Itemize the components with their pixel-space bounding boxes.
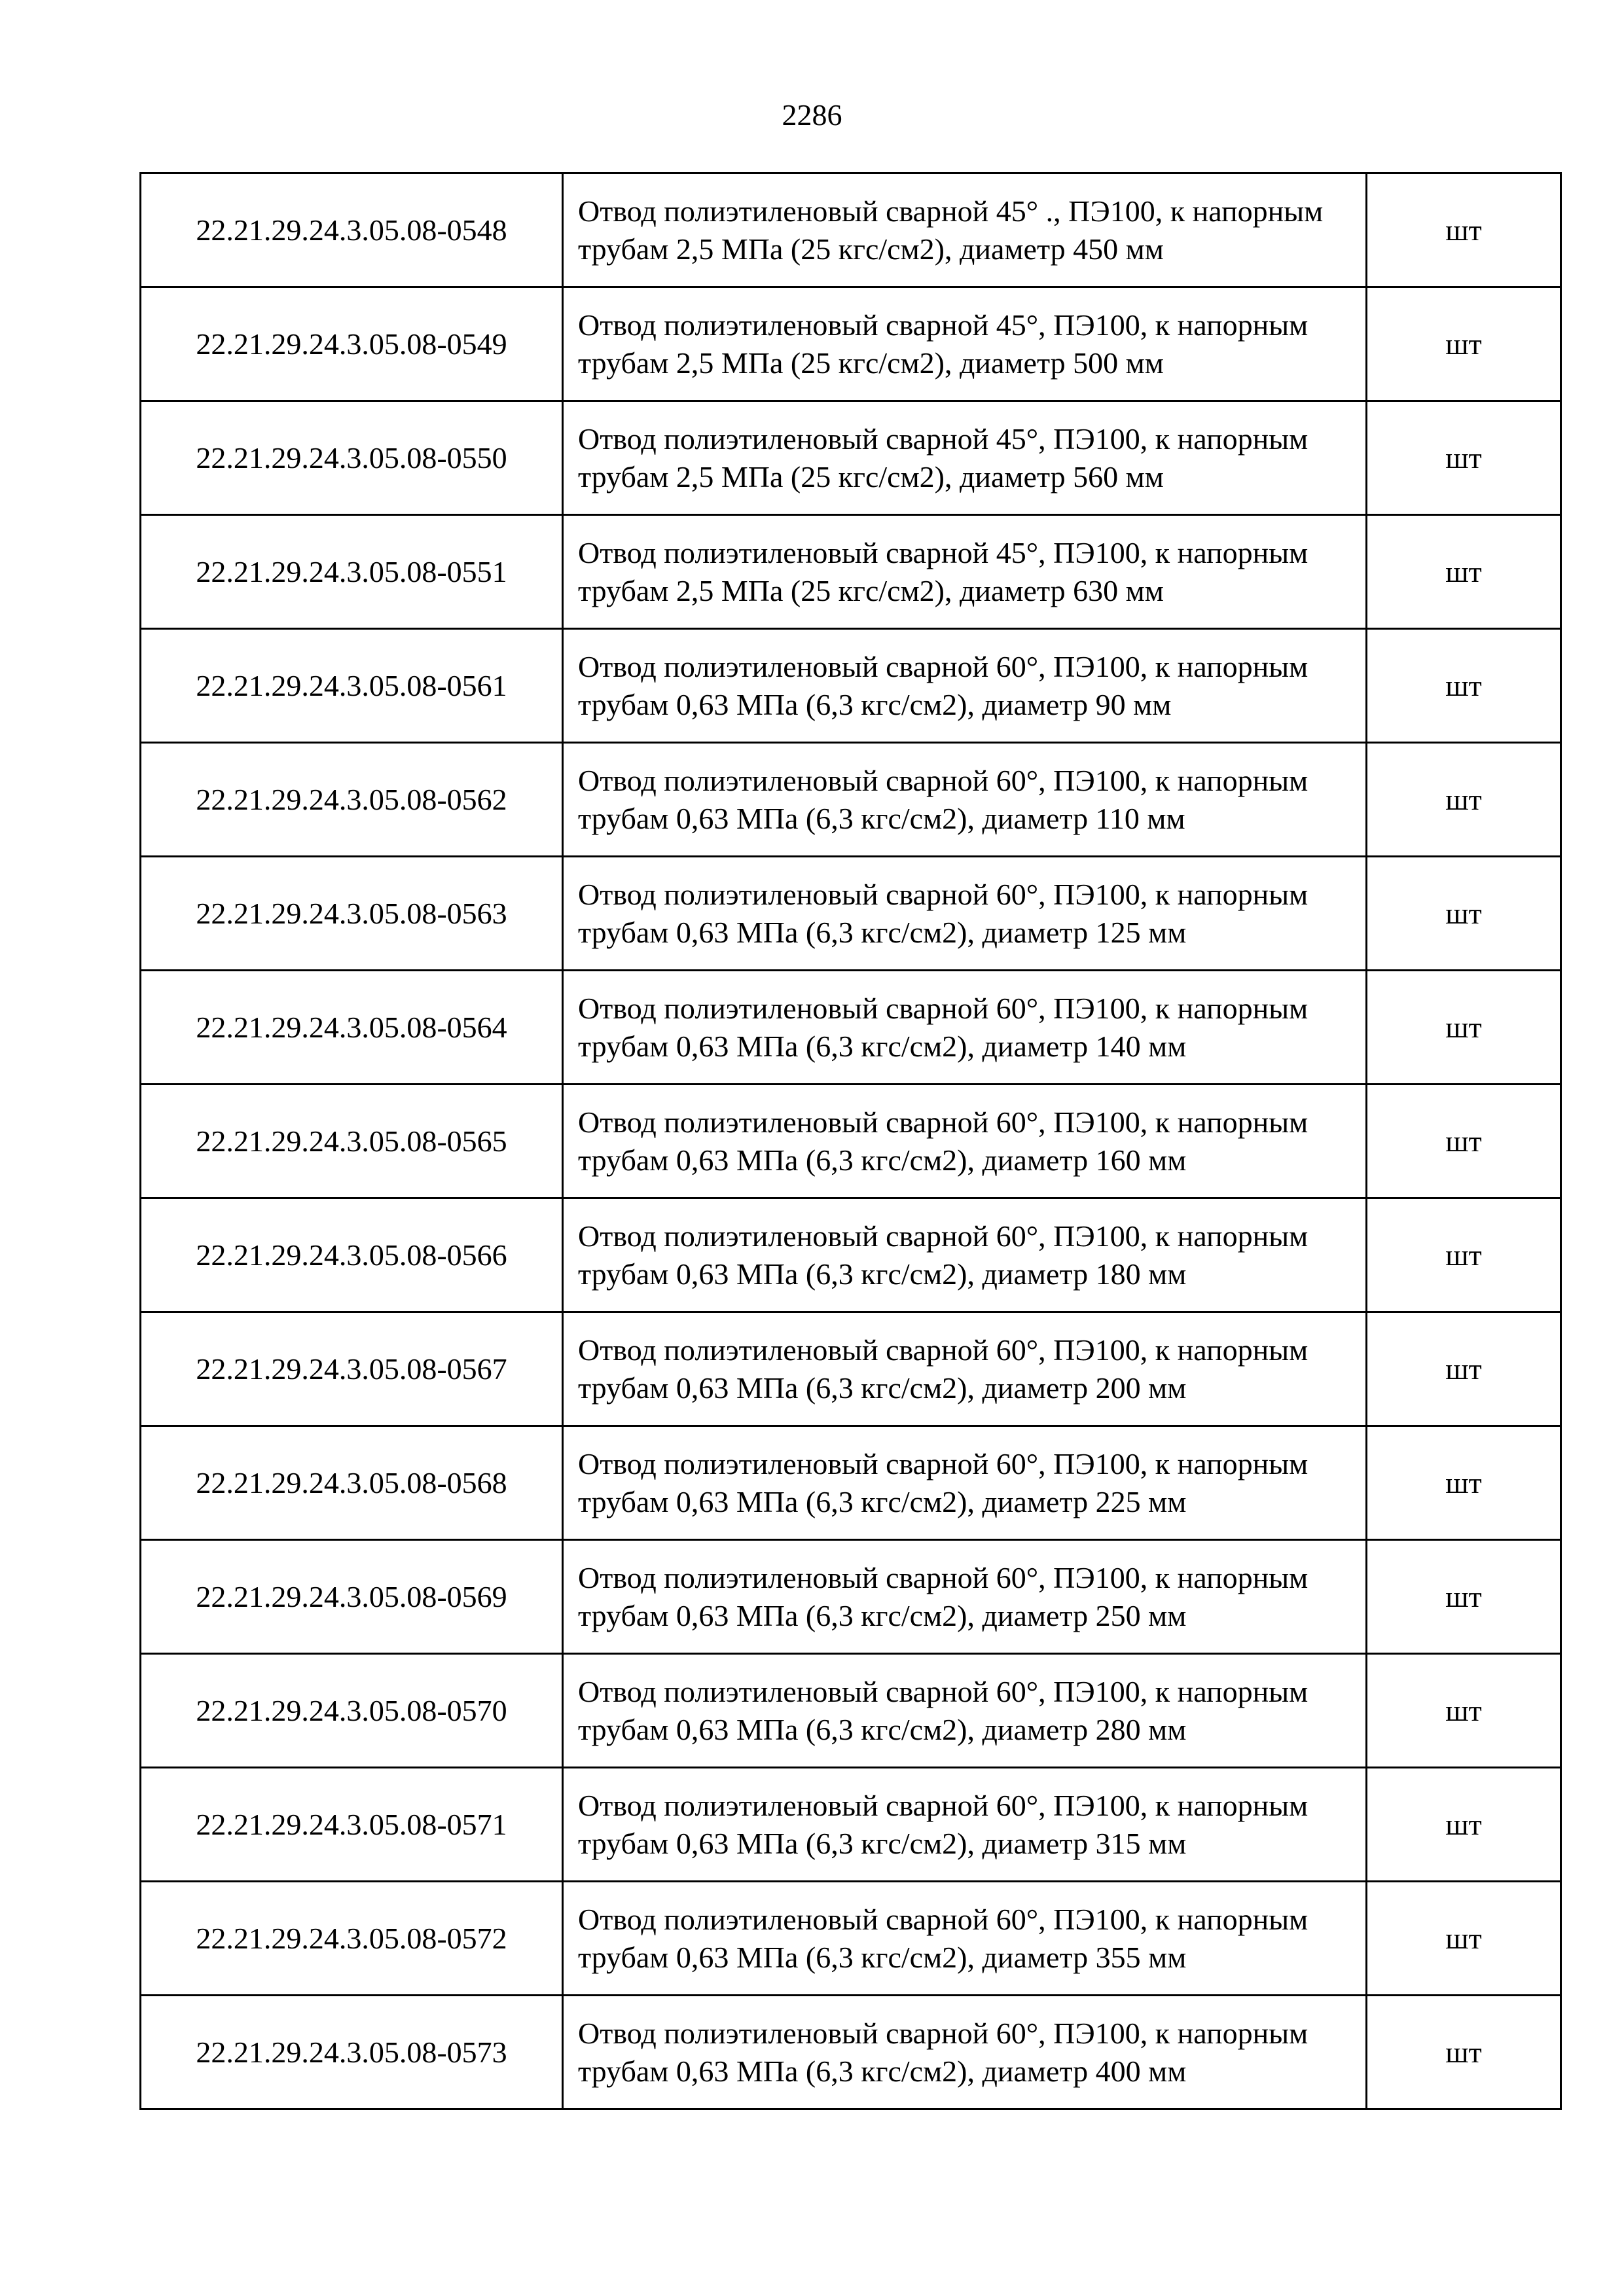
item-unit-text: шт: [1445, 213, 1482, 247]
item-unit-text: шт: [1445, 1238, 1482, 1272]
item-description-text: Отвод полиэтиленовый сварной 60°, ПЭ100, к напорным трубам 0,63 МПа (6,3 кгс/см2), диаметр 90 мм: [578, 649, 1308, 721]
item-description-text: Отвод полиэтиленовый сварной 45°, ПЭ100, к напорным трубам 2,5 МПа (25 кгс/см2), диаметр 630 мм: [578, 535, 1308, 607]
item-unit-text: шт: [1445, 327, 1482, 361]
item-description-cell: [563, 1312, 1367, 1426]
item-description-text: Отвод полиэтиленовый сварной 60°, ПЭ100, к напорным трубам 0,63 МПа (6,3 кгс/см2), диаметр 355 мм: [578, 1902, 1308, 1974]
table-row: [141, 173, 1561, 287]
item-description-cell: [563, 1768, 1367, 1882]
item-unit-cell: [1367, 515, 1561, 629]
item-code-text: 22.21.29.24.3.05.08-0548: [196, 213, 507, 247]
item-unit-text: шт: [1445, 668, 1482, 702]
item-code-text: 22.21.29.24.3.05.08-0572: [196, 1921, 507, 1955]
item-code-cell: [141, 743, 563, 857]
table-row: [141, 1996, 1561, 2109]
item-unit-cell: [1367, 1654, 1561, 1768]
table-row: [141, 743, 1561, 857]
table-row: [141, 1540, 1561, 1654]
item-code-text: 22.21.29.24.3.05.08-0567: [196, 1352, 507, 1386]
item-code-cell: [141, 1882, 563, 1996]
table-row: [141, 629, 1561, 743]
item-code-cell: [141, 971, 563, 1085]
item-unit-cell: [1367, 401, 1561, 515]
item-unit-text: шт: [1445, 1465, 1482, 1499]
item-description-text: Отвод полиэтиленовый сварной 45°, ПЭ100, к напорным трубам 2,5 МПа (25 кгс/см2), диаметр 500 мм: [578, 308, 1308, 380]
item-description-text: Отвод полиэтиленовый сварной 60°, ПЭ100, к напорным трубам 0,63 МПа (6,3 кгс/см2), диаметр 225 мм: [578, 1446, 1308, 1518]
item-unit-text: шт: [1445, 440, 1482, 475]
item-code-text: 22.21.29.24.3.05.08-0568: [196, 1465, 507, 1499]
item-code-text: 22.21.29.24.3.05.08-0569: [196, 1579, 507, 1613]
item-description-cell: [563, 1882, 1367, 1996]
item-unit-text: шт: [1445, 2035, 1482, 2069]
item-unit-text: шт: [1445, 1807, 1482, 1841]
item-description-cell: [563, 401, 1367, 515]
item-description-cell: [563, 1085, 1367, 1198]
item-description-text: Отвод полиэтиленовый сварной 60°, ПЭ100, к напорным трубам 0,63 МПа (6,3 кгс/см2), диаметр 125 мм: [578, 877, 1308, 949]
item-unit-cell: [1367, 1882, 1561, 1996]
item-description-cell: [563, 743, 1367, 857]
item-code-cell: [141, 401, 563, 515]
item-unit-cell: [1367, 1312, 1561, 1426]
item-code-text: 22.21.29.24.3.05.08-0565: [196, 1124, 507, 1158]
item-code-cell: [141, 1540, 563, 1654]
item-description-text: Отвод полиэтиленовый сварной 60°, ПЭ100, к напорным трубам 0,63 МПа (6,3 кгс/см2), диаметр 315 мм: [578, 1788, 1308, 1860]
item-code-text: 22.21.29.24.3.05.08-0570: [196, 1693, 507, 1727]
item-code-text: 22.21.29.24.3.05.08-0573: [196, 2035, 507, 2069]
item-code-text: 22.21.29.24.3.05.08-0551: [196, 554, 507, 588]
table-row: [141, 1426, 1561, 1540]
item-description-cell: [563, 629, 1367, 743]
item-unit-text: шт: [1445, 1921, 1482, 1955]
item-unit-cell: [1367, 173, 1561, 287]
item-unit-cell: [1367, 971, 1561, 1085]
item-unit-cell: [1367, 1198, 1561, 1312]
item-code-cell: [141, 629, 563, 743]
item-unit-text: шт: [1445, 554, 1482, 588]
item-unit-text: шт: [1445, 1579, 1482, 1613]
item-unit-text: шт: [1445, 896, 1482, 930]
item-unit-cell: [1367, 287, 1561, 401]
item-code-cell: [141, 1654, 563, 1768]
item-description-cell: [563, 1654, 1367, 1768]
item-description-text: Отвод полиэтиленовый сварной 60°, ПЭ100, к напорным трубам 0,63 МПа (6,3 кгс/см2), диаметр 140 мм: [578, 991, 1308, 1063]
table-row: [141, 515, 1561, 629]
item-description-cell: [563, 515, 1367, 629]
item-code-text: 22.21.29.24.3.05.08-0564: [196, 1010, 507, 1044]
item-description-text: Отвод полиэтиленовый сварной 60°, ПЭ100, к напорным трубам 0,63 МПа (6,3 кгс/см2), диаметр 280 мм: [578, 1674, 1308, 1746]
item-unit-cell: [1367, 1996, 1561, 2109]
item-unit-cell: [1367, 1426, 1561, 1540]
item-unit-cell: [1367, 857, 1561, 971]
item-description-text: Отвод полиэтиленовый сварной 60°, ПЭ100, к напорным трубам 0,63 МПа (6,3 кгс/см2), диаметр 200 мм: [578, 1333, 1308, 1405]
item-description-cell: [563, 857, 1367, 971]
item-code-cell: [141, 1996, 563, 2109]
item-description-cell: [563, 1426, 1367, 1540]
item-code-cell: [141, 1312, 563, 1426]
item-description-text: Отвод полиэтиленовый сварной 60°, ПЭ100, к напорным трубам 0,63 МПа (6,3 кгс/см2), диаметр 180 мм: [578, 1219, 1308, 1291]
item-description-text: Отвод полиэтиленовый сварной 45° ., ПЭ100, к напорным трубам 2,5 МПа (25 кгс/см2), диаметр 450 мм: [578, 194, 1324, 266]
table-row: [141, 1312, 1561, 1426]
item-code-cell: [141, 1085, 563, 1198]
table-row: [141, 287, 1561, 401]
item-unit-text: шт: [1445, 782, 1482, 816]
item-code-cell: [141, 1768, 563, 1882]
table-row: [141, 971, 1561, 1085]
item-code-text: 22.21.29.24.3.05.08-0563: [196, 896, 507, 930]
item-description-text: Отвод полиэтиленовый сварной 60°, ПЭ100, к напорным трубам 0,63 МПа (6,3 кгс/см2), диаметр 400 мм: [578, 2016, 1308, 2088]
item-description-cell: [563, 1198, 1367, 1312]
item-code-text: 22.21.29.24.3.05.08-0571: [196, 1807, 507, 1841]
item-code-text: 22.21.29.24.3.05.08-0549: [196, 327, 507, 361]
table-row: [141, 1882, 1561, 1996]
item-code-cell: [141, 515, 563, 629]
table-row: [141, 1198, 1561, 1312]
item-unit-text: шт: [1445, 1010, 1482, 1044]
item-description-cell: [563, 1996, 1367, 2109]
item-code-cell: [141, 287, 563, 401]
item-description-cell: [563, 173, 1367, 287]
item-unit-text: шт: [1445, 1352, 1482, 1386]
item-description-text: Отвод полиэтиленовый сварной 60°, ПЭ100, к напорным трубам 0,63 МПа (6,3 кгс/см2), диаметр 160 мм: [578, 1105, 1308, 1177]
table-row: [141, 1085, 1561, 1198]
item-unit-cell: [1367, 629, 1561, 743]
item-code-cell: [141, 1426, 563, 1540]
table-row: [141, 401, 1561, 515]
table-body: [141, 173, 1561, 2109]
item-code-text: 22.21.29.24.3.05.08-0562: [196, 782, 507, 816]
item-description-text: Отвод полиэтиленовый сварной 60°, ПЭ100, к напорным трубам 0,63 МПа (6,3 кгс/см2), диаметр 110 мм: [578, 763, 1308, 835]
item-code-text: 22.21.29.24.3.05.08-0550: [196, 440, 507, 475]
item-code-text: 22.21.29.24.3.05.08-0561: [196, 668, 507, 702]
item-code-cell: [141, 1198, 563, 1312]
item-unit-text: шт: [1445, 1124, 1482, 1158]
item-unit-text: шт: [1445, 1693, 1482, 1727]
item-unit-cell: [1367, 743, 1561, 857]
item-code-cell: [141, 173, 563, 287]
item-code-text: 22.21.29.24.3.05.08-0566: [196, 1238, 507, 1272]
item-unit-cell: [1367, 1768, 1561, 1882]
table-row: [141, 1768, 1561, 1882]
item-description-cell: [563, 287, 1367, 401]
materials-table: [139, 172, 1562, 2110]
item-description-text: Отвод полиэтиленовый сварной 60°, ПЭ100, к напорным трубам 0,63 МПа (6,3 кгс/см2), диаметр 250 мм: [578, 1560, 1308, 1632]
item-description-text: Отвод полиэтиленовый сварной 45°, ПЭ100, к напорным трубам 2,5 МПа (25 кгс/см2), диаметр 560 мм: [578, 422, 1308, 493]
table-row: [141, 1654, 1561, 1768]
item-description-cell: [563, 1540, 1367, 1654]
item-code-cell: [141, 857, 563, 971]
item-unit-cell: [1367, 1540, 1561, 1654]
table-row: [141, 857, 1561, 971]
page-number: 2286: [782, 98, 842, 132]
item-unit-cell: [1367, 1085, 1561, 1198]
item-description-cell: [563, 971, 1367, 1085]
